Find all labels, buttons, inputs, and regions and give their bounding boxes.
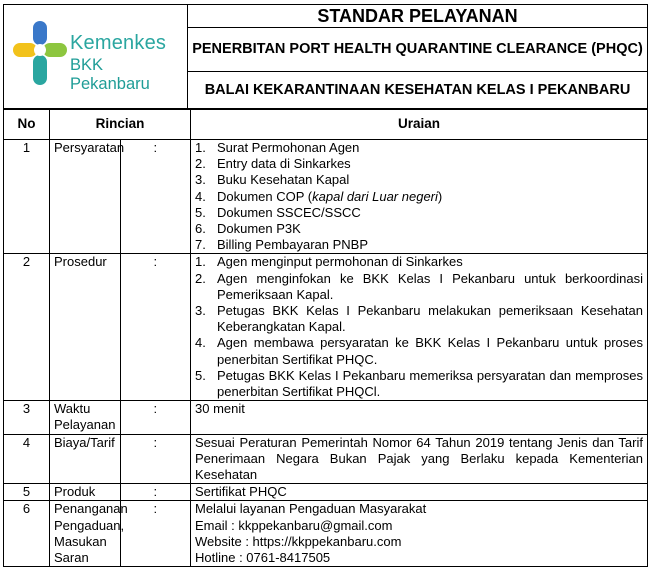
colon-separator: :	[120, 501, 191, 567]
table-header-row	[4, 110, 648, 140]
table-row	[4, 484, 648, 501]
logo-cell	[4, 5, 188, 109]
service-title: PENERBITAN PORT HEALTH QUARANTINE CLEARANCE (PHQC)	[188, 28, 648, 72]
column-header-uraian: Uraian	[191, 110, 648, 140]
document-title: STANDAR PELAYANAN	[188, 5, 648, 28]
row-number: 1	[4, 140, 50, 254]
row-label: Biaya/Tarif	[50, 434, 121, 484]
row-label: Waktu Pelayanan	[50, 401, 121, 434]
table-row	[4, 434, 648, 484]
product-value: Sertifikat PHQC	[191, 484, 648, 501]
column-header-no: No	[4, 110, 50, 140]
brand-name: Kemenkes	[70, 32, 167, 54]
service-standard-table	[3, 109, 648, 567]
office-name: BALAI KEKARANTINAAN KESEHATAN KELAS I PEKANBARU	[188, 72, 648, 109]
list-item: 5. Dokumen SSCEC/SSCC	[195, 204, 361, 220]
list-item: 4. Dokumen COP (kapal dari Luar negeri)	[195, 188, 443, 204]
table-row	[4, 140, 648, 254]
list-item: 3. Buku Kesehatan Kapal	[195, 172, 350, 188]
row-number: 3	[4, 401, 50, 434]
row-number: 2	[4, 254, 50, 401]
complaint-channel: Melalui layanan Pengaduan Masyarakat	[195, 501, 427, 517]
table-row	[4, 401, 648, 434]
table-row	[4, 254, 648, 401]
row-label: Produk	[50, 484, 121, 501]
row-label: Prosedur	[50, 254, 121, 401]
document	[3, 4, 648, 567]
list-item: 7. Billing Pembayaran PNBP	[195, 237, 369, 253]
row-label: Penanganan Pengaduan, Masukan Saran	[50, 501, 121, 567]
requirements-cell	[191, 140, 648, 254]
colon-separator: :	[120, 434, 191, 484]
kemenkes-logo-icon	[13, 19, 67, 91]
row-label: Persyaratan	[50, 140, 121, 254]
fee-value: Sesuai Peraturan Pemerintah Nomor 64 Tahun 2019 tentang Jenis dan Tarif Penerimaan Negara Bukan Pajak yang Berlaku kepada Kementerian Kesehatan	[191, 434, 648, 484]
procedure-list	[195, 254, 643, 400]
contact-website: Website : https://kkppekanbaru.com	[195, 533, 402, 549]
list-item: 2. Agen menginfokan ke BKK Kelas I Pekanbaru untuk berkoordinasi Pemeriksaan Kapal.	[195, 270, 643, 302]
list-item: 1. Surat Permohonan Agen	[195, 140, 360, 155]
column-header-rincian: Rincian	[50, 110, 191, 140]
colon-separator: :	[120, 254, 191, 401]
contact-email: Email : kkppekanbaru@gmail.com	[195, 517, 393, 533]
procedure-cell	[191, 254, 648, 401]
brand-unit: BKK Pekanbaru	[70, 56, 150, 93]
list-item: 5. Petugas BKK Kelas I Pekanbaru memeriksa persyaratan dan memproses penerbitan Sertifikat PHQCl.	[195, 367, 643, 400]
header-table	[3, 4, 648, 109]
complaint-contact-cell	[191, 501, 648, 567]
service-time-value: 30 menit	[191, 401, 648, 434]
list-item: 4. Agen membawa persyaratan ke BKK Kelas I Pekanbaru untuk proses penerbitan Sertifikat PHQC.	[195, 335, 643, 367]
row-number: 4	[4, 434, 50, 484]
colon-separator: :	[120, 484, 191, 501]
colon-separator: :	[120, 140, 191, 254]
list-item: 1. Agen menginput permohonan di Sinkarkes	[195, 254, 463, 270]
list-item: 6. Dokumen P3K	[195, 221, 301, 237]
list-item: 3. Petugas BKK Kelas I Pekanbaru melakukan pemeriksaan Kesehatan Keberangkatan Kapal.	[195, 303, 643, 335]
row-number: 6	[4, 501, 50, 567]
row-number: 5	[4, 484, 50, 501]
colon-separator: :	[120, 401, 191, 434]
list-item: 2. Entry data di Sinkarkes	[195, 156, 351, 172]
contact-hotline: Hotline : 0761-8417505	[195, 550, 331, 566]
table-row	[4, 501, 648, 567]
requirements-list	[195, 140, 643, 253]
